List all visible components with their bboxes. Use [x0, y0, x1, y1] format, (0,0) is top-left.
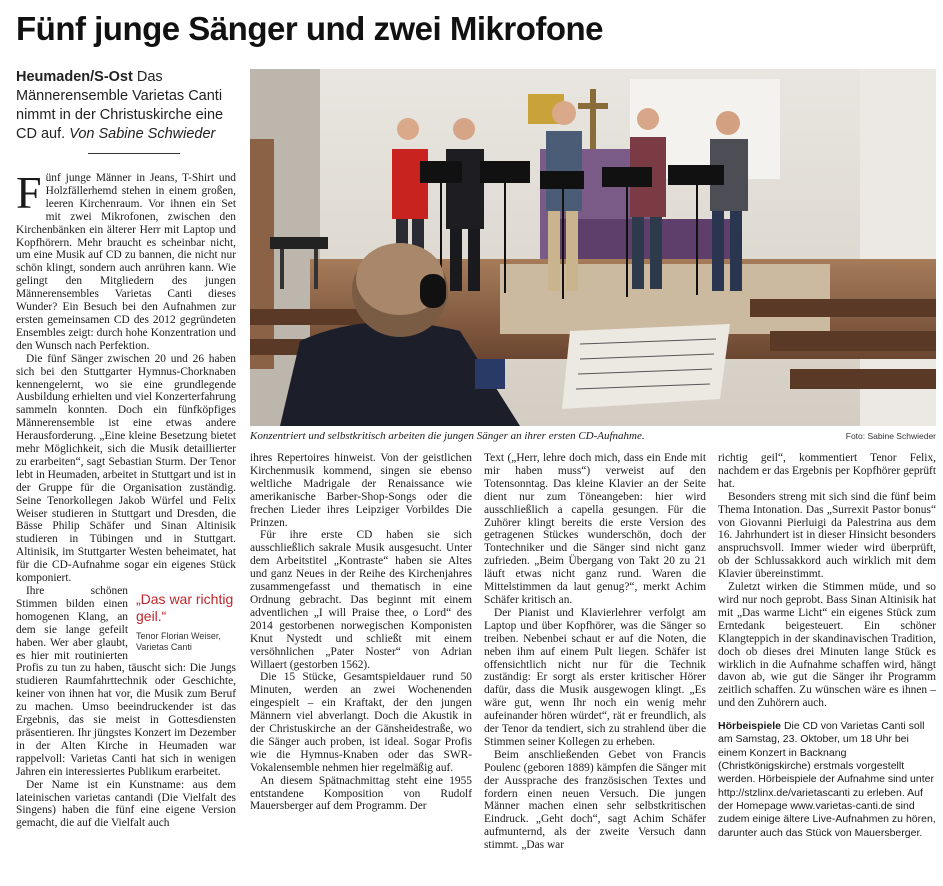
- paragraph-10: Der Pianist und Klavierlehrer verfolgt am Laptop und über Kopfhörer, was die Sänger so treiben. Nebenbei schaut er auf die Noten, die neben ihm auf einem Pult liegen. Schäfer ist offensichtlich nicht nur für die Technik zuständig: Er sorgt als erster kritischer Hörer dafür, dass die Musik ausgewogen klingt. „Es wäre gut, wenn Ihr noch ein wenig mehr aufeinander hören würdet“, rät er freundlich, als der Tenor da tendiert, sich zu strahlend über die Stimmen seiner Kollegen zu erheben.: [484, 606, 706, 748]
- teaser-divider: [88, 153, 180, 154]
- info-box-title: Hörbeispiele: [718, 720, 782, 733]
- score-on-stand: [562, 324, 730, 409]
- paragraph-8: An diesem Spätnachmittag steht eine 1955 entstandene Komposition von Rudolf Mauersberger auf dem Programm. Der: [250, 774, 472, 813]
- teaser-author: Von Sabine Schwieder: [69, 126, 216, 142]
- paragraph-6: Für ihre erste CD haben sie sich ausschließlich sakrale Musik ausgesucht. Unter dem Arbeitstitel „Kontraste“ haben sie Altes und ganz Neues in der Reihe des Kirchenjahres zusammengefasst und thematisch in eine Ordnung gebracht. Das beginnt mit einem adventlichen „I will Praise thee, o Lord“ des 2014 gestorbenen norwegischen Komponisten Knut Nystedt und schließt mit einem versöhnlichen „Pater Noster“ von Adrian Willaert (gestorben 1562).: [250, 529, 472, 671]
- info-box: [718, 720, 936, 840]
- paragraph-1-text: ünf junge Männer in Jeans, T-Shirt und Holzfällerhemd stehen in einem großen, leeren Kirchenraum. Vor ihnen ein Set mit zwei Mikrofonen, zwischen den Kirchenbänken ein älterer Herr mit Laptop und Kopfhörern. Mehr braucht es scheinbar nicht, um eine Musik auf CD zu bannen, die nicht nur schön klingt, sondern auch anrühren kann. Wie gelingt den Mitgliedern des jungen Männerensembles Varietas Canti dieses Wunder? Ein Besuch bei den Aufnahmen zur ersten gemeinsamen CD des 2012 gegründeten Ensembles zeigt: durch hohe Konzentration und den Wunsch nach Perfektion.: [16, 172, 236, 352]
- paragraph-5: ihres Repertoires hinweist. Von der geistlichen Kirchenmusik kommend, singen sie ebenso weltliche Madrigale der Renaissance wie amerikanische Barber-Shop-Songs oder die frechen Lieder ihres Leipziger Vorbildes Die Prinzen.: [250, 452, 472, 529]
- paragraph-2: Die fünf Sänger zwischen 20 und 26 haben sich bei den Stuttgarter Hymnus-Chorknaben kennengelernt, wo sie eine grundlegende Ausbildung erhielten und viel Konzerterfahrung sammeln konnten. Doch ein fünfköpfiges Männerensemble ist eine etwas andere Herausforderung. „Eine kleine Besetzung bietet mehr Möglichkeit, sich die Musik detaillierter zu erarbeiten“, sagt Sebastian Sturm. Der Tenor lebt in Heumaden, arbeitet in Stuttgart und ist in der Gruppe für die Organisation zuständig. Seine Tenorkollegen Jakob Würfel und Felix Weiser studieren in Stuttgart und Dresden, die Bässe Philip Schäfer und Sinan Altinisik studieren in Tübingen und in Stuttgart. Altinisik, im Stuttgarter Westen beheimatet, hat für die CD-Aufnahme sogar ein eigenes Stück komponiert.: [16, 352, 236, 585]
- paragraph-7: Die 15 Stücke, Gesamtspieldauer rund 50 Minuten, werden an zwei Wochenenden eingespielt – ein Kraftakt, der den jungen Männern viel abverlangt. Doch die Akustik in der Christuskirche an der Gänsheidestraße, wo die Sänger auch proben, ist ideal. Sogar Profis wie die Hymnus-Knaben oder das SWR-Vokalensemble nehmen hier regelmäßig auf.: [250, 671, 472, 774]
- teaser-text: Das Männerensemble Varietas Canti nimmt in der Christuskirche eine CD auf.: [16, 69, 224, 142]
- article-column-4: [718, 452, 936, 884]
- paragraph-14: Zuletzt wirken die Stimmen müde, und so wird nur noch geprobt. Bass Sinan Altinisik hat mit „Das warme Licht“ ein eigenes Stück zum Erntedank beigesteuert. Ein schöner Klangteppich in der skandinavischen Tradition, doch ob dieses drei Minuten lange Stück es wirklich in die Aufnahme schaffen wird, hängt davon ab, wie gut die Sänger ihr Programm zeitlich schaffen. Zu wünschen wäre es ihnen – und den Zuhörern auch.: [718, 581, 936, 710]
- church-recording-photo-illustration: [250, 69, 936, 426]
- paragraph-3: Ihre schönen Stimmen bilden einen homogenen Klang, an dem sie lange gefeilt haben. Wer aber glaubt, es hier mit routinierten Profis zu tun zu haben, täuscht sich: Die Jungs studieren Raumfahrttechnik oder Geschichte, keiner von ihnen hat vor, die Musik zum Beruf zu machen. Umso beeindruckender ist das Ergebnis, das sie meist in Gottesdiensten präsentieren. Ihr jüngstes Konzert im Dezember in der Alten Kirche in Heumaden war rappelvoll: Varietas Canti hat sich in wenigen Jahren ein interessiertes Publikum erarbeitet.: [16, 585, 236, 778]
- article-column-3: [484, 452, 706, 884]
- info-box-text: Die CD von Varietas Canti soll am Samstag, 23. Oktober, um 18 Uhr bei einem Konzert in Backnang (Christkönigskirche) erstmals vorgestellt werden. Hörbeispiele der Aufnahme sind unter http://stzlinx.de/varietascanti zu erleben. Auf der Homepage www.varietas-canti.de sind zudem einige ältere Live-Aufnahmen zu hören, darunter auch das Stück von Mauersberger.: [718, 720, 936, 839]
- pull-quote-text: „Das war richtig geil.“: [136, 591, 234, 624]
- teaser: [16, 68, 238, 144]
- pull-quote-attribution: Tenor Florian Weiser, Varietas Canti: [136, 631, 221, 652]
- headline: Fünf junge Sänger und zwei Mikrofone: [16, 10, 604, 47]
- paragraph-1: [16, 172, 236, 353]
- teaser-location: Heumaden/S-Ost: [16, 69, 133, 85]
- article-column-2: [250, 452, 472, 884]
- article-photo: [250, 69, 936, 426]
- pull-quote: [136, 591, 236, 653]
- photo-credit: Foto: Sabine Schwieder: [845, 431, 936, 441]
- paragraph-12: richtig geil“, kommentiert Tenor Felix, nachdem er das Ergebnis per Kopfhörer geprüft hat.: [718, 452, 936, 490]
- paragraph-9: Text („Herr, lehre doch mich, dass ein Ende mit mir haben muss“) verweist auf den Totensonntag. Das kleine Klavier an der Seite dient nur zum Töneangeben: hier wird ausschließlich a capella gesungen. Für die Zuhörer klingt bereits die erste Version des getragenen Stückes wunderschön, doch der Tontechniker und die Sänger sind nicht ganz zufrieden. „Beim Übergang von Takt 20 zu 21 läuft etwas nicht ganz rund. Waren die Mittelstimmen da laut genug?“, merkt Achim Schäfer kritisch an.: [484, 452, 706, 606]
- photo-caption: Konzentriert und selbstkritisch arbeiten die jungen Sänger an ihrer ersten CD-Aufnahme.: [250, 430, 645, 442]
- paragraph-11: Beim anschließenden Gebet von Francis Poulenc (geboren 1889) kämpfen die Sänger mit der Aussprache des französischen Textes und fordern einen neuen Versuch. Die jungen Männer machen einen sehr selbstkritischen Eindruck. „Geht doch“, sagt Achim Schäfer aufmunternd, als der zweite Versuch dann stimmt. „Das war: [484, 748, 706, 852]
- dropcap: F: [16, 172, 42, 218]
- article-column-1: [16, 172, 236, 884]
- paragraph-13: Besonders streng mit sich sind die fünf beim Thema Intonation. Das „Surrexit Pastor bonus“ von Giovanni Pierluigi da Palestrina aus dem 16. Jahrhundert ist in dieser Hinsicht besonders anspruchsvoll. Immer wieder wird überprüft, ob der Schlussakkord auch wirklich mit dem Klavier übereinstimmt.: [718, 490, 936, 581]
- paragraph-4: Der Name ist ein Kunstname: aus dem lateinischen varietas cantandi (Die Vielfalt des Singens) haben die fünf eine eigene Version gemacht, die auf die Vielfalt auch: [16, 778, 236, 830]
